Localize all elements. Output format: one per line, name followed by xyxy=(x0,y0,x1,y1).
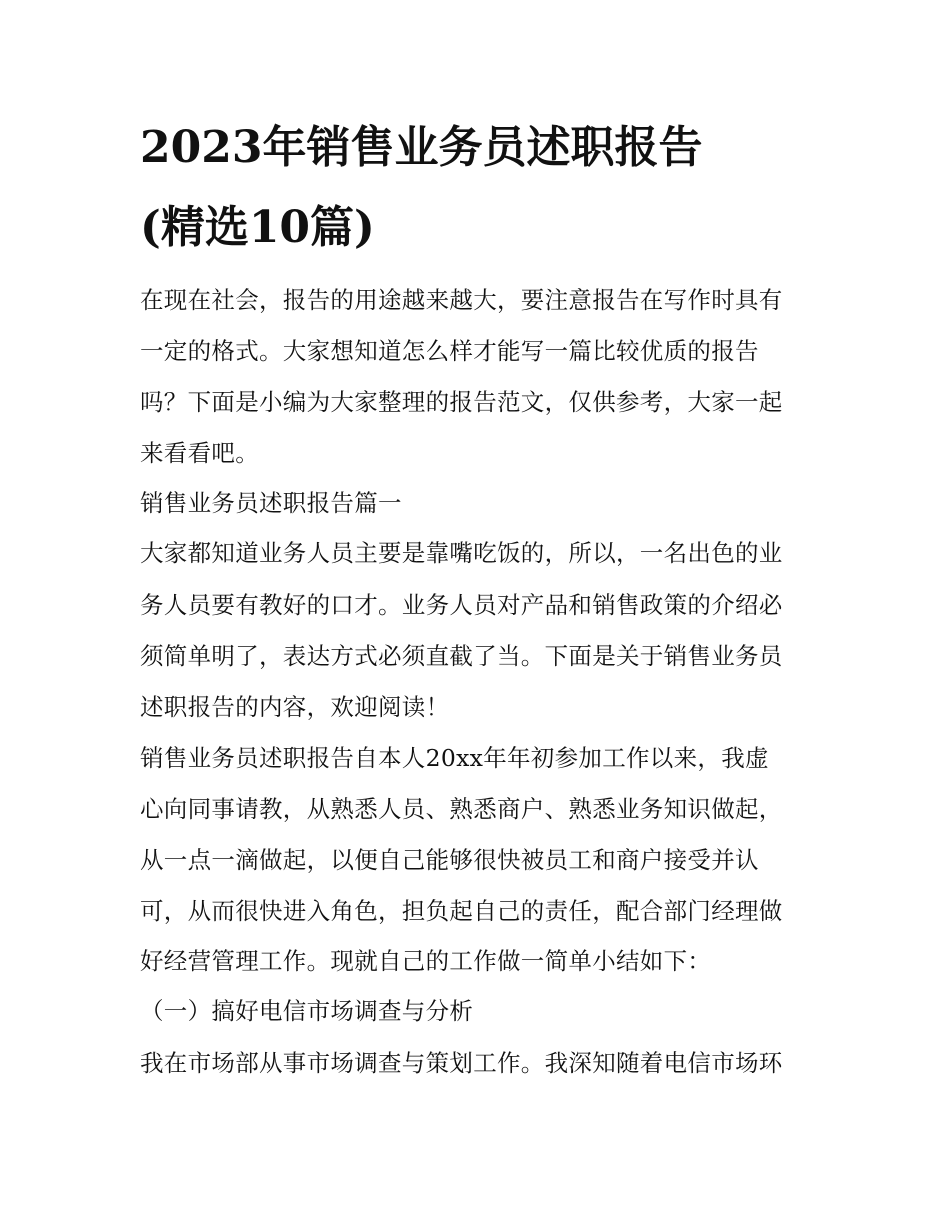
body-line: 大家都知道业务人员主要是靠嘴吃饭的，所以，一名出色的业 xyxy=(140,539,783,567)
section-heading: 销售业务员述职报告篇一 xyxy=(140,489,402,517)
body-line: 一定的格式。大家想知道怎么样才能写一篇比较优质的报告 xyxy=(140,337,759,365)
subsection-heading: （一）搞好电信市场调查与分析 xyxy=(140,997,474,1025)
body-line: 务人员要有教好的口才。业务人员对产品和销售政策的介绍必 xyxy=(140,591,783,619)
body-line: 从一点一滴做起，以便自己能够很快被员工和商户接受并认 xyxy=(140,846,759,874)
body-line: 心向同事请教，从熟悉人员、熟悉商户、熟悉业务知识做起， xyxy=(140,795,783,823)
body-line: 在现在社会，报告的用途越来越大，要注意报告在写作时具有 xyxy=(140,286,783,314)
body-line: 销售业务员述职报告自本人20xx年年初参加工作以来，我虚 xyxy=(140,744,769,772)
body-line: 我在市场部从事市场调查与策划工作。我深知随着电信市场环 xyxy=(140,1049,783,1077)
document-title-line-2: (精选10篇) xyxy=(140,202,375,253)
body-line: 可，从而很快进入角色，担负起自己的责任，配合部门经理做 xyxy=(140,897,783,925)
body-line: 好经营管理工作。现就自己的工作做一简单小结如下： xyxy=(140,947,712,975)
document-title-line-1: 2023年销售业务员述职报告 xyxy=(140,122,703,173)
body-line: 述职报告的内容，欢迎阅读！ xyxy=(140,693,450,721)
body-line: 须简单明了，表达方式必须直截了当。下面是关于销售业务员 xyxy=(140,642,783,670)
body-line: 来看看吧。 xyxy=(140,439,259,467)
body-line: 吗？下面是小编为大家整理的报告范文，仅供参考，大家一起 xyxy=(140,388,783,416)
